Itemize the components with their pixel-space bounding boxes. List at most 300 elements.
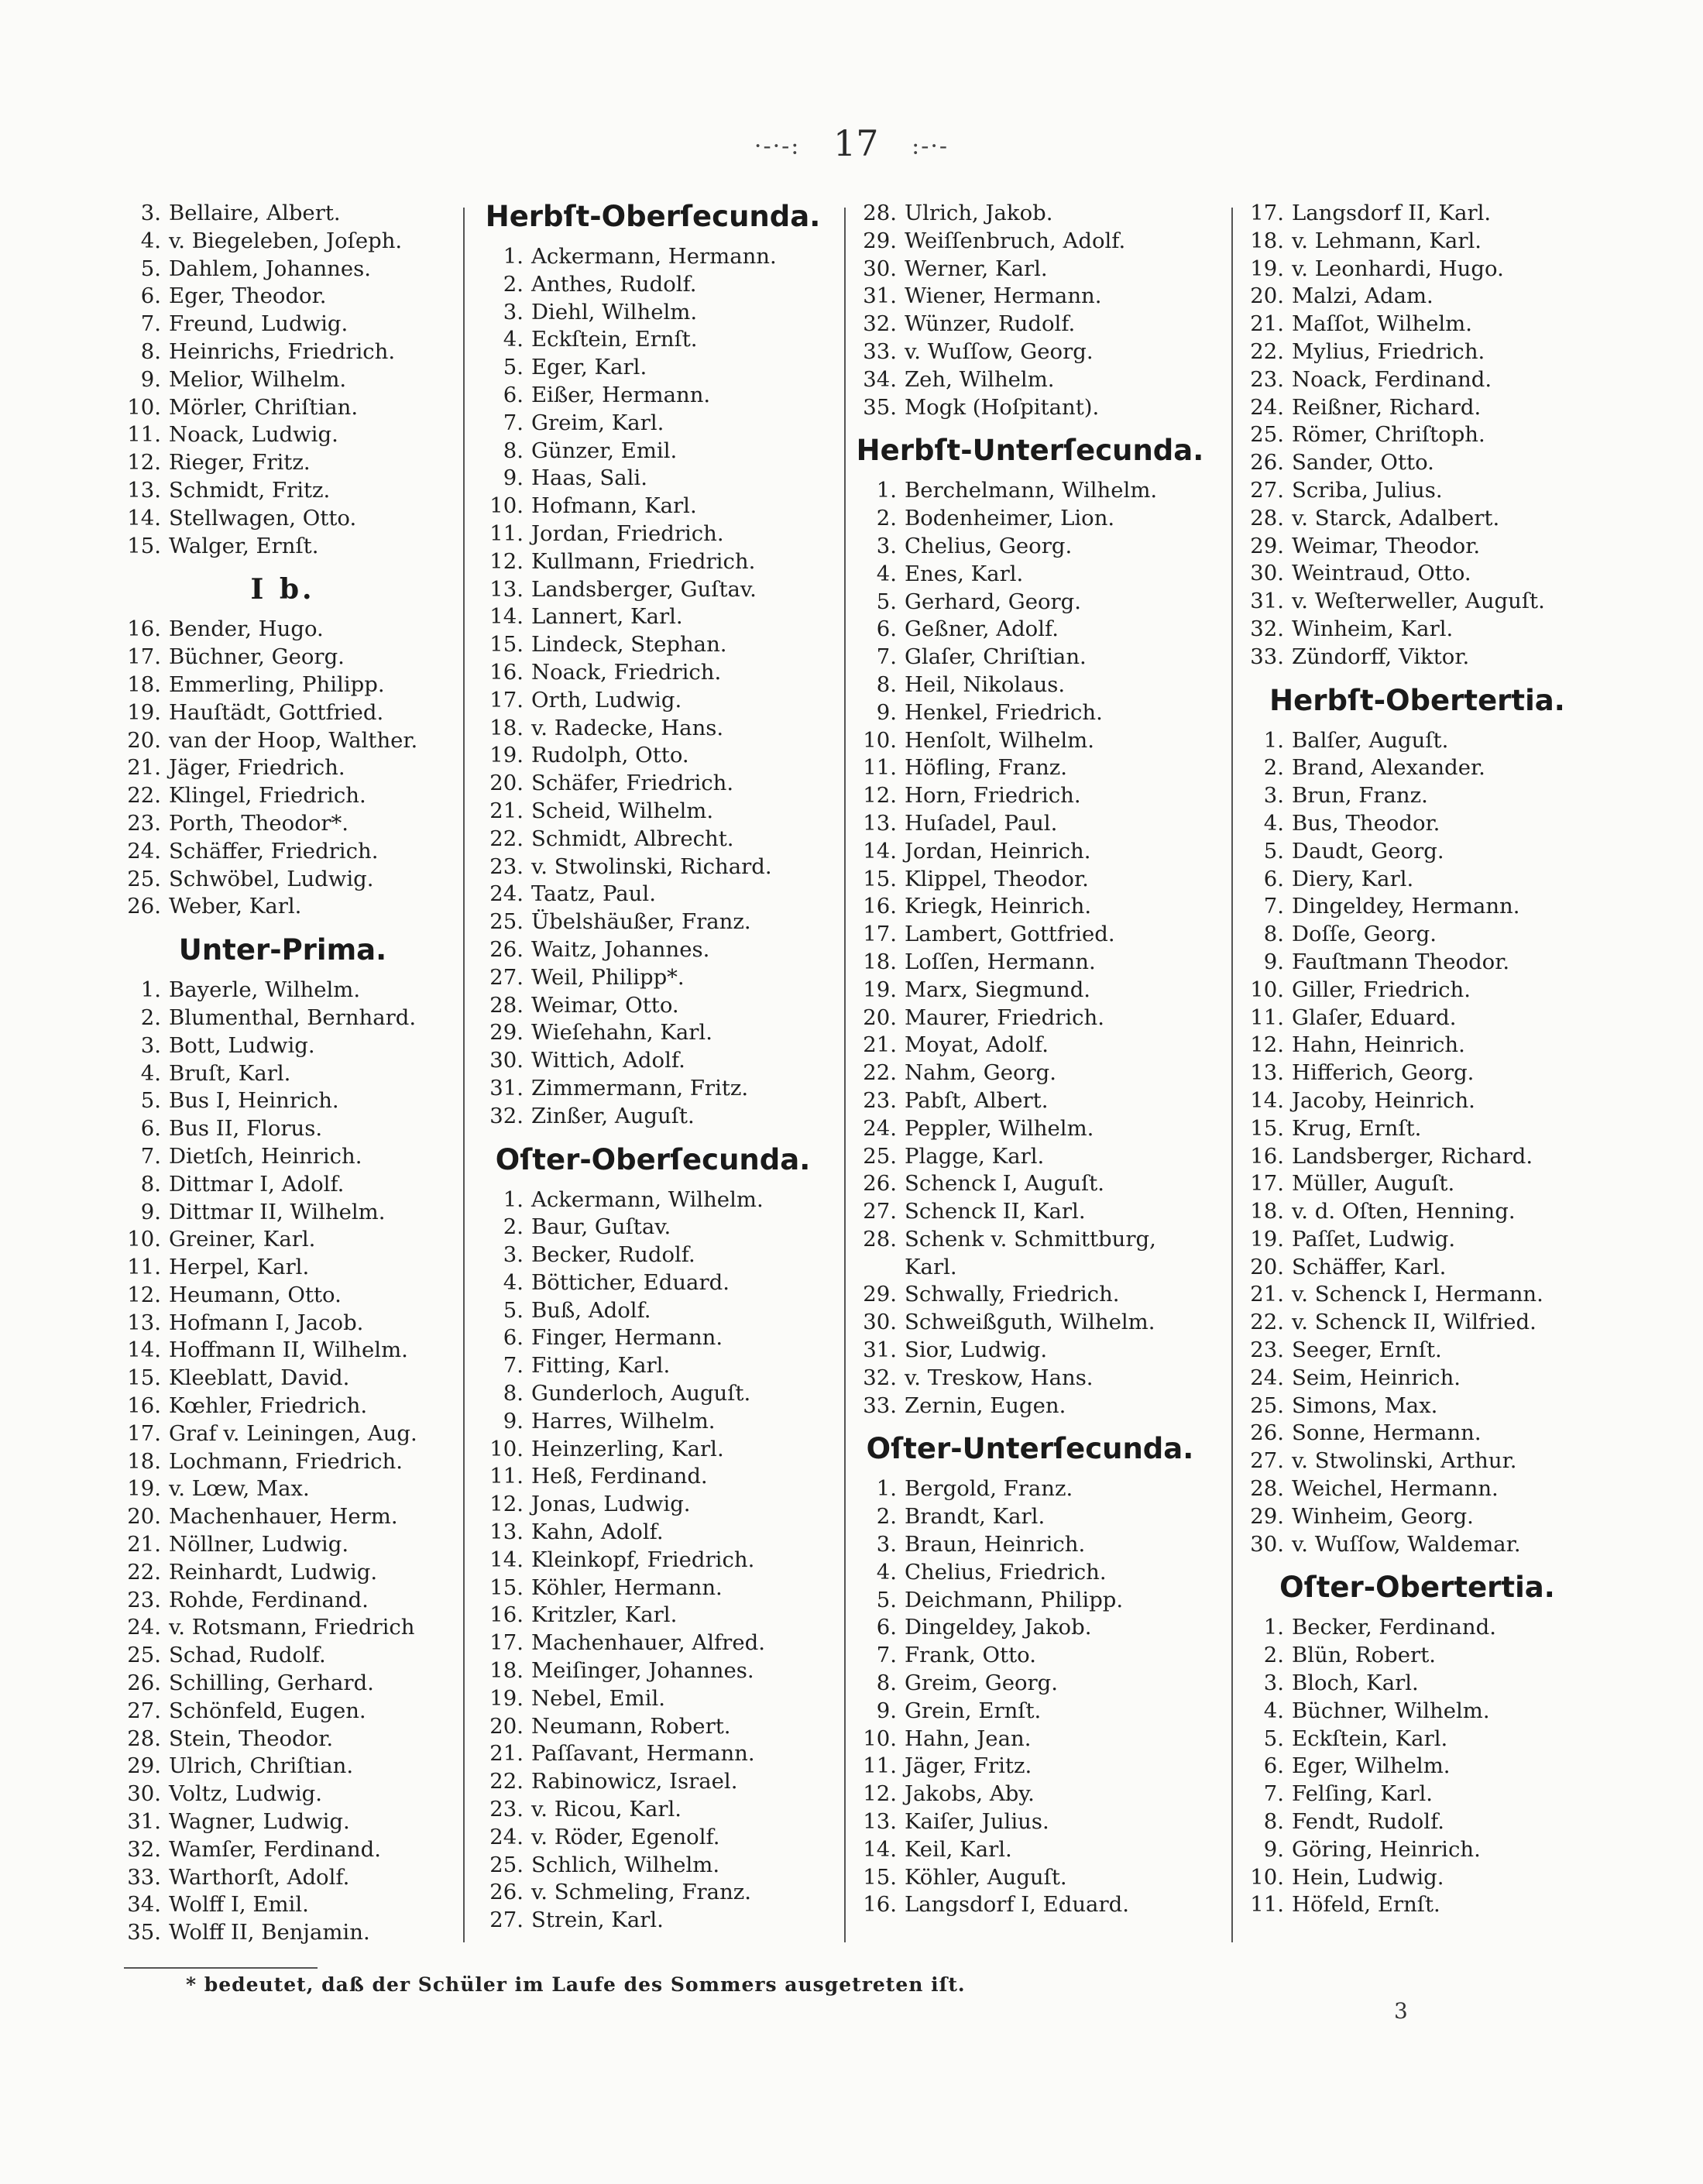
list-item [1239, 1726, 1595, 1753]
entry-name: Scheid, Wilhelm. [531, 798, 714, 823]
entry-name: v. Lehmann, Karl. [1292, 228, 1482, 253]
list-item [852, 1115, 1208, 1143]
entry-number: 24. [127, 1615, 161, 1640]
list-item [1239, 200, 1595, 228]
entry-number: 12. [489, 548, 524, 574]
entry-number: 26. [489, 1880, 524, 1905]
entry-name: Weimar, Theodor. [1292, 533, 1481, 558]
entry-name: Bötticher, Eduard. [531, 1269, 730, 1295]
list-item [116, 1559, 449, 1587]
list-item [479, 271, 827, 299]
list-item [852, 1781, 1208, 1808]
list-item [116, 1614, 449, 1642]
entry-name: Finger, Hermann. [531, 1325, 723, 1351]
entry-name: Lochmann, Friedrich. [169, 1448, 403, 1474]
entry-name: Strein, Karl. [531, 1908, 664, 1933]
entry-number: 14. [127, 505, 161, 531]
list-item [852, 977, 1208, 1004]
entry-number: 27. [863, 1199, 897, 1224]
entry-name: Rohde, Ferdinand. [169, 1587, 369, 1612]
list-item [116, 1642, 449, 1670]
list-item [1239, 477, 1595, 505]
entry-name: v. Schenck II, Wilfried. [1292, 1310, 1536, 1335]
entry-number: 31. [1250, 589, 1284, 614]
entry-number: 30. [863, 256, 897, 281]
entry-number: 11. [489, 1464, 524, 1489]
entry-name: Weichel, Hermann. [1292, 1476, 1499, 1502]
entry-number: 30. [1250, 1531, 1284, 1557]
entry-name: Langsdorf I, Eduard. [905, 1892, 1129, 1918]
entry-number: 6. [503, 1325, 524, 1351]
list-item [1239, 1254, 1595, 1282]
entry-name: Graf v. Leiningen, Aug. [169, 1420, 417, 1446]
entry-number: 10. [863, 727, 897, 753]
list-item [116, 1060, 449, 1088]
entry-number: 25. [489, 909, 524, 935]
entry-number: 20. [1250, 283, 1284, 309]
list-item [479, 465, 827, 493]
entry-number: 6. [1263, 1753, 1284, 1779]
entry-number: 22. [489, 1769, 524, 1794]
entry-name: Ackermann, Wilhelm. [531, 1186, 764, 1212]
section-title: Herbſt-Oberſecunda. [485, 200, 821, 233]
entry-number: 31. [127, 1809, 161, 1835]
list-item [116, 699, 449, 727]
section-title: Oſter-Oberſecunda. [495, 1142, 811, 1176]
list-item [852, 366, 1208, 394]
entry-name: Wolff I, Emil. [169, 1892, 309, 1918]
list-item [852, 477, 1208, 505]
entry-name: Mörler, Chriſtian. [169, 394, 359, 420]
entry-number: 28. [489, 992, 524, 1018]
list-item [479, 382, 827, 410]
entry-number: 19. [489, 1685, 524, 1711]
list-item [1239, 921, 1595, 949]
list-item [116, 1670, 449, 1698]
entry-name: Schenk v. Schmittburg, [905, 1226, 1156, 1252]
entry-name: Felſing, Karl. [1292, 1781, 1433, 1807]
entry-name: Mogk (Hoſpitant). [905, 394, 1100, 420]
entry-name: Schilling, Gerhard. [169, 1671, 374, 1696]
entry-number: 20. [863, 1004, 897, 1030]
list-item [1239, 616, 1595, 644]
entry-name: Jäger, Fritz. [905, 1753, 1032, 1779]
list-item [479, 798, 827, 826]
list-item [1239, 588, 1595, 616]
entry-name: Gerhard, Georg. [905, 589, 1082, 614]
entry-number: 22. [127, 783, 161, 809]
list-item [852, 200, 1208, 228]
entry-name: Jordan, Friedrich. [531, 520, 724, 546]
list-item [1239, 1226, 1595, 1254]
entry-name: Eißer, Hermann. [531, 382, 711, 407]
entry-name: Bus II, Florus. [169, 1116, 323, 1142]
list-item [116, 1891, 449, 1919]
list-item [1239, 1781, 1595, 1808]
column-divider [844, 208, 846, 1942]
entry-name: Zernin, Eugen. [905, 1392, 1066, 1418]
entry-name: Wünzer, Rudolf. [905, 311, 1076, 337]
signature-mark: 3 [1394, 1998, 1408, 2024]
entry-name: van der Hoop, Walther. [169, 727, 418, 753]
entry-number: 8. [140, 338, 161, 364]
list-item [116, 256, 449, 283]
list-item [852, 754, 1208, 782]
entry-number: 15. [489, 1574, 524, 1600]
list-item [1239, 394, 1595, 422]
list-item [116, 449, 449, 477]
entry-number: 1. [876, 478, 897, 503]
list-item [479, 1768, 827, 1796]
list-item [116, 505, 449, 533]
entry-number: 20. [127, 1504, 161, 1530]
entry-name: Maſſot, Wilhelm. [1292, 311, 1472, 337]
entry-number: 18. [489, 715, 524, 740]
list-item [1239, 1808, 1595, 1836]
entry-name: Gunderloch, Auguſt. [531, 1381, 751, 1406]
list-item [1239, 228, 1595, 256]
entry-name: Stein, Theodor. [169, 1726, 334, 1751]
list-item [116, 477, 449, 505]
entry-name: Kahn, Adolf. [531, 1520, 664, 1545]
entry-number: 7. [876, 1643, 897, 1668]
list-item [1239, 1143, 1595, 1171]
entry-number: 32. [489, 1103, 524, 1128]
entry-name: Jakobs, Aby. [905, 1781, 1035, 1807]
entry-number: 35. [863, 394, 897, 420]
entry-name: Voltz, Ludwig. [169, 1781, 322, 1807]
list-item [116, 1753, 449, 1781]
list-item [479, 1491, 827, 1519]
entry-name: Jäger, Friedrich. [169, 755, 345, 781]
list-item [852, 1642, 1208, 1670]
entry-name: Chelius, Friedrich. [905, 1559, 1107, 1585]
entry-name: Hofmann, Karl. [531, 493, 697, 519]
entry-number: 23. [127, 1587, 161, 1612]
list-item [479, 936, 827, 964]
entry-number: 34. [127, 1892, 161, 1918]
entry-name: Dahlem, Johannes. [169, 256, 372, 281]
entry-name: Heß, Ferdinand. [531, 1464, 708, 1489]
list-item [479, 326, 827, 354]
entry-name: Heinzerling, Karl. [531, 1436, 724, 1461]
list-item [1239, 810, 1595, 838]
entry-number: 8. [503, 1381, 524, 1406]
entry-name: Jacoby, Heinrich. [1292, 1087, 1475, 1113]
list-item [116, 1781, 449, 1808]
entry-number: 27. [489, 1908, 524, 1933]
entry-number: 19. [127, 1476, 161, 1502]
list-item [116, 1836, 449, 1864]
list-item [479, 826, 827, 853]
entry-name: Klippel, Theodor. [905, 866, 1089, 891]
list-item [116, 1365, 449, 1392]
entry-number: 30. [863, 1310, 897, 1335]
entry-name: Horn, Friedrich. [905, 783, 1081, 809]
entry-number: 5. [876, 1587, 897, 1612]
list-item [852, 1087, 1208, 1115]
entry-name: v. Stwolinski, Arthur. [1292, 1448, 1517, 1474]
entry-number: 4. [140, 1060, 161, 1086]
list-item [1239, 977, 1595, 1004]
entry-number: 24. [1250, 1365, 1284, 1390]
entry-name: Brand, Alexander. [1292, 755, 1485, 781]
entry-name: Landsberger, Guſtav. [531, 576, 757, 602]
entry-number: 27. [1250, 1448, 1284, 1474]
list-item [116, 1310, 449, 1338]
entry-number: 24. [489, 1824, 524, 1849]
entry-number: 28. [1250, 1476, 1284, 1502]
list-item [479, 1824, 827, 1852]
list-item [479, 659, 827, 687]
entry-name: v. Lœw, Max. [169, 1476, 310, 1502]
list-item [479, 1380, 827, 1408]
entry-name: Grein, Ernſt. [905, 1698, 1042, 1723]
entry-name: Köhler, Hermann. [531, 1574, 723, 1600]
list-item [852, 727, 1208, 755]
page-number: 17 [833, 122, 879, 164]
list-item [852, 1698, 1208, 1726]
entry-name: Chelius, Georg. [905, 533, 1073, 558]
entry-number: 26. [1250, 450, 1284, 476]
entry-name: Plagge, Karl. [905, 1143, 1045, 1169]
list-item [1239, 1614, 1595, 1642]
list-item [479, 493, 827, 520]
list-item [852, 1032, 1208, 1059]
entry-number: 4. [876, 561, 897, 586]
entry-name: Warthorſt, Adolf. [169, 1864, 350, 1890]
entry-name: Geßner, Adolf. [905, 616, 1059, 642]
entry-number: 11. [489, 520, 524, 546]
entry-number: 9. [1263, 949, 1284, 974]
entry-number: 33. [863, 1392, 897, 1418]
entry-number: 17. [1250, 1171, 1284, 1197]
list-item [852, 644, 1208, 671]
entry-name: Köhler, Auguſt. [905, 1864, 1067, 1890]
entry-name: Henſolt, Wilhelm. [905, 727, 1095, 753]
list-item [852, 1059, 1208, 1087]
entry-name: Greiner, Karl. [169, 1227, 316, 1252]
entry-name: Weintraud, Otto. [1292, 561, 1471, 586]
entry-name: Weil, Philipp*. [531, 964, 685, 990]
entry-name: Schäffer, Friedrich. [169, 838, 379, 864]
entry-number: 27. [489, 964, 524, 990]
entry-number: 30. [489, 1048, 524, 1073]
entry-number: 3. [503, 299, 524, 325]
entry-number: 23. [489, 1797, 524, 1822]
list-item [116, 533, 449, 561]
entry-name: Schäfer, Friedrich. [531, 771, 734, 796]
entry-name: Hifferich, Georg. [1292, 1060, 1475, 1086]
entry-number: 6. [503, 382, 524, 407]
entry-name: v. Leonhardi, Hugo. [1292, 256, 1504, 281]
entry-number: 4. [1263, 1698, 1284, 1723]
entry-name: Machenhauer, Herm. [169, 1504, 398, 1530]
list-item [852, 1281, 1208, 1309]
list-item [479, 438, 827, 465]
entry-number: 27. [127, 1698, 161, 1723]
list-item [116, 810, 449, 838]
entry-name: Herpel, Karl. [169, 1255, 310, 1280]
entry-name: Zeh, Wilhelm. [905, 366, 1055, 392]
entry-number: 22. [863, 1060, 897, 1086]
entry-number: 25. [863, 1143, 897, 1169]
entry-name: Höfeld, Ernſt. [1292, 1892, 1440, 1918]
entry-number: 9. [1263, 1836, 1284, 1862]
list-item [1239, 1420, 1595, 1447]
entry-name: Weber, Karl. [169, 894, 302, 919]
list-item [116, 1226, 449, 1254]
list-item [479, 742, 827, 770]
entry-name: Bellaire, Albert. [169, 201, 341, 225]
entry-name: Eger, Theodor. [169, 283, 327, 309]
list-item [116, 616, 449, 644]
list-item [1239, 533, 1595, 561]
entry-number: 20. [127, 727, 161, 753]
entry-number: 2. [876, 506, 897, 531]
entry-name: Nahm, Georg. [905, 1060, 1057, 1086]
list-item [1239, 644, 1595, 671]
entry-name: Schmidt, Fritz. [169, 477, 331, 503]
entry-name: Greim, Karl. [531, 410, 664, 435]
entry-number: 20. [489, 1713, 524, 1739]
entry-number: 4. [1263, 810, 1284, 836]
entry-name: Fendt, Rudolf. [1292, 1809, 1445, 1835]
entry-name: Schmidt, Albrecht. [531, 826, 734, 851]
list-item [479, 1186, 827, 1214]
entry-number: 13. [127, 1310, 161, 1335]
list-item [116, 366, 449, 394]
entry-name: Glaſer, Chriſtian. [905, 644, 1087, 670]
entry-name: Brun, Franz. [1292, 783, 1428, 809]
entry-name: Walger, Ernſt. [169, 533, 319, 558]
entry-name: Krug, Ernſt. [1292, 1115, 1422, 1141]
list-item [479, 964, 827, 992]
entry-number: 12. [127, 450, 161, 476]
entry-name: Baur, Guſtav. [531, 1214, 671, 1240]
entry-name: Daudt, Georg. [1292, 838, 1444, 864]
entry-name: Brandt, Karl. [905, 1504, 1045, 1530]
entry-name: Kleeblatt, David. [169, 1365, 350, 1391]
entry-number: 31. [863, 1338, 897, 1363]
entry-number: 5. [1263, 838, 1284, 864]
list-item [116, 1698, 449, 1726]
entry-number: 17. [127, 644, 161, 670]
list-item [1239, 1475, 1595, 1503]
list-item [852, 228, 1208, 256]
list-item [479, 881, 827, 908]
entry-number: 8. [876, 1671, 897, 1696]
entry-number: 5. [140, 256, 161, 281]
entry-name: Römer, Chriſtoph. [1292, 422, 1485, 448]
entry-number: 11. [863, 755, 897, 781]
entry-name: Emmerling, Philipp. [169, 671, 385, 697]
list-item [116, 727, 449, 755]
entry-number: 21. [127, 1532, 161, 1557]
entry-number: 25. [489, 1852, 524, 1877]
entry-number: 10. [127, 394, 161, 420]
list-item [852, 921, 1208, 949]
list-item [852, 283, 1208, 311]
list-item [116, 283, 449, 311]
entry-number: 17. [1250, 201, 1284, 225]
entry-name: Kullmann, Friedrich. [531, 548, 756, 574]
entry-number: 32. [863, 1365, 897, 1390]
entry-name: Blün, Robert. [1292, 1643, 1436, 1668]
entry-number: 25. [1250, 422, 1284, 448]
list-item [1239, 1365, 1595, 1392]
entry-number: 10. [863, 1726, 897, 1751]
entry-name: Giller, Friedrich. [1292, 977, 1471, 1002]
footnote: * bedeutet, daß der Schüler im Laufe des Sommers ausgetreten iſt. [186, 1973, 966, 1996]
list-item [852, 1337, 1208, 1365]
entry-number: 7. [1263, 894, 1284, 919]
entry-name: Weiſſenbruch, Adolf. [905, 228, 1126, 253]
entry-number: 9. [503, 465, 524, 491]
list-item [852, 671, 1208, 699]
list-item [1239, 1004, 1595, 1032]
entry-number: 14. [863, 1836, 897, 1862]
entry-number: 1. [503, 1186, 524, 1212]
list-item [479, 1408, 827, 1436]
entry-name: Enes, Karl. [905, 561, 1024, 586]
entry-number: 12. [127, 1282, 161, 1307]
entry-number: 14. [863, 838, 897, 864]
list-item [1239, 283, 1595, 311]
entry-name: Ulrich, Chriſtian. [169, 1753, 354, 1779]
entry-number: 14. [489, 604, 524, 630]
entry-number: 11. [1250, 1892, 1284, 1918]
list-item [852, 1864, 1208, 1892]
entry-number: 1. [1263, 1615, 1284, 1640]
list-item [116, 1282, 449, 1310]
entry-number: 5. [876, 589, 897, 614]
entry-name: Bott, Ludwig. [169, 1032, 315, 1058]
entry-number: 29. [1250, 1503, 1284, 1529]
list-item [479, 631, 827, 659]
entry-name: Höfling, Franz. [905, 755, 1068, 781]
entry-number: 15. [127, 533, 161, 558]
entry-number: 33. [1250, 644, 1284, 669]
entry-number: 25. [127, 866, 161, 891]
entry-name: Keil, Karl. [905, 1836, 1012, 1862]
list-item [116, 1032, 449, 1060]
entry-name: Simons, Max. [1292, 1392, 1438, 1418]
entry-number: 5. [140, 1088, 161, 1114]
list-item [852, 505, 1208, 533]
list-item [116, 1087, 449, 1115]
entry-number: 11. [863, 1753, 897, 1779]
list-item [852, 782, 1208, 810]
list-item [1239, 256, 1595, 283]
list-item [479, 1907, 827, 1935]
entry-number: 24. [127, 838, 161, 864]
entry-name: Landsberger, Richard. [1292, 1143, 1533, 1169]
entry-name: Reinhardt, Ludwig. [169, 1559, 378, 1585]
entry-name: Malzi, Adam. [1292, 283, 1433, 309]
entry-name: Harres, Wilhelm. [531, 1408, 716, 1434]
list-item [1239, 1503, 1595, 1531]
entry-number: 18. [127, 671, 161, 697]
entry-name: Lambert, Gottfried. [905, 922, 1115, 947]
entry-name: Noack, Ferdinand. [1292, 366, 1492, 392]
list-item [852, 1670, 1208, 1698]
list-item [479, 1103, 827, 1131]
list-item [479, 1879, 827, 1907]
entry-name: Becker, Ferdinand. [1292, 1615, 1496, 1640]
entry-name: Werner, Karl. [905, 256, 1048, 281]
section-title: Unter-Prima. [178, 933, 387, 967]
